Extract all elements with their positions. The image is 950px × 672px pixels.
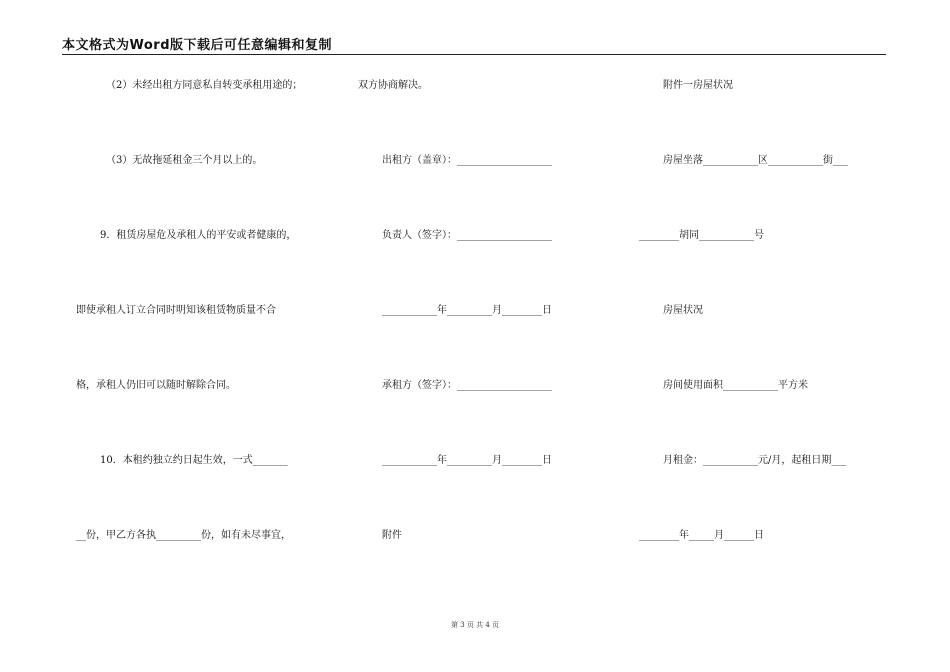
right-line-6: 月租金：___________元/月，起租日期___: [663, 455, 847, 466]
middle-line-1: 双方协商解决。: [358, 80, 428, 91]
middle-line-5: 承租方（签字）：___________________: [382, 380, 552, 391]
left-line-1: （2）未经出租方同意私自转变承租用途的；: [106, 80, 303, 91]
left-line-5: 格，承租人仍旧可以随时解除合同。: [76, 380, 236, 391]
left-line-2: （3）无故拖延租金三个月以上的。: [106, 155, 263, 166]
page-number: 第 3 页 共 4 页: [450, 621, 500, 629]
middle-line-6: ___________年_________月________日: [382, 455, 552, 466]
right-line-4: 房屋状况: [663, 305, 703, 316]
left-line-4: 即使承租人订立合同时明知该租赁物质量不合: [76, 305, 276, 316]
right-line-3: ________胡同___________号: [639, 230, 764, 241]
right-line-1: 附件一房屋状况: [663, 80, 733, 91]
middle-line-4: ___________年_________月________日: [382, 305, 552, 316]
left-line-7: __份，甲乙方各执_________份，如有未尽事宜，: [76, 530, 291, 541]
right-line-7: ________年_____月______日: [639, 530, 764, 541]
left-line-6: 10．本租约独立约日起生效，一式_______: [100, 455, 288, 466]
document-header-title: 本文格式为Word版下载后可任意编辑和复制: [62, 34, 886, 55]
right-line-2: 房屋坐落___________区___________街___: [663, 155, 848, 166]
middle-line-2: 出租方（盖章）：___________________: [382, 155, 552, 166]
middle-line-3: 负责人（签字）：___________________: [382, 230, 552, 241]
right-line-5: 房间使用面积___________平方米: [663, 380, 808, 391]
left-line-3: 9．租赁房屋危及承租人的平安或者健康的，: [100, 230, 297, 241]
middle-line-7: 附件: [382, 530, 402, 541]
